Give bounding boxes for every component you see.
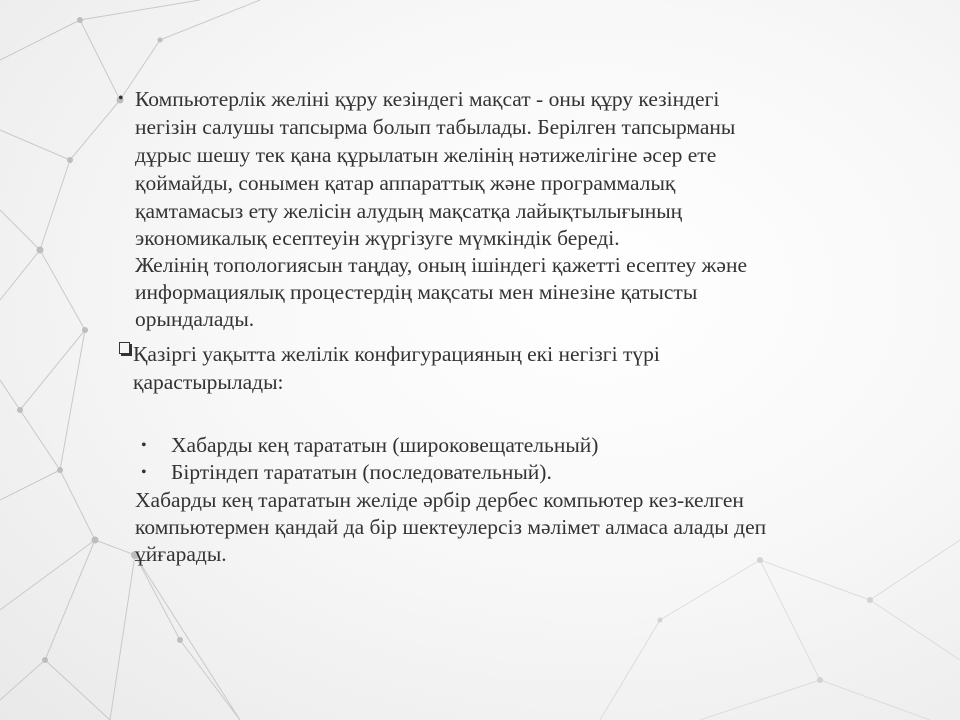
text-line: Хабарды кең тарататын желіде әрбір дербес компьютер кез-келген [135,488,744,512]
text-line: ұйғарады. [135,542,227,566]
text-line: қоймайды, сонымен қатар аппараттық және программалық [135,171,676,195]
text-line: орындалады. [135,307,255,331]
checkbox-square-icon [119,342,130,354]
list-item: Біртіндеп тарататын (последовательный). [171,460,552,484]
text-line: экономикалық есептеуін жүргізуге мүмкіндік береді. [135,226,620,250]
text-line: қарастырылады: [133,370,284,394]
text-line: информациялық процестердің мақсаты мен мінезіне қатысты [135,280,698,304]
list-item: Хабарды кең тарататын (широковещательный) [171,433,599,457]
bullet-dot-icon: • [118,90,124,107]
text-line: компьютермен қандай да бір шектеулерсіз мәлімет алмаса алады деп [135,515,767,539]
bullet-dot-icon: • [141,437,147,454]
text-line: қамтамасыз ету желісін алудың мақсатқа лайықтылығының [135,199,683,223]
text-line: негізін салушы тапсырма болып табылады. Берілген тапсырманы [135,115,736,139]
text-line: Қазіргі уақытта желілік конфигурацияның екі негізгі түрі [133,342,660,366]
text-line: Компьютерлік желіні құру кезіндегі мақсат - оны құру кезіндегі [135,87,720,111]
text-line: дұрыс шешу тек қана құрылатын желінің нәтижелігіне әсер ете [135,143,717,167]
bullet-dot-icon: • [141,464,147,481]
text-line: Желінің топологиясын таңдау, оның ішіндегі қажетті есептеу және [135,253,748,277]
